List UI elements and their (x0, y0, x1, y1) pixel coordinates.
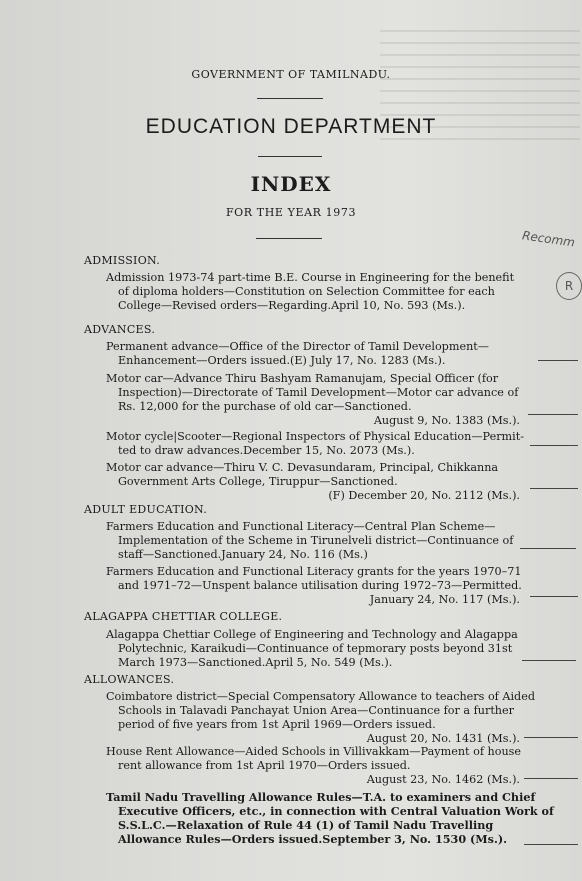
section-heading: ALLOWANCES. (84, 673, 175, 686)
margin-tick-mark (522, 660, 576, 661)
margin-tick-mark (524, 844, 578, 845)
index-entry: Tamil Nadu Travelling Allowance Rules—T.A. to examiners and Chief Executive Officers, etc., in connection with Central Valuation Work of S.S.L.C.—Relaxation of Rule 44 (1) of Tamil Nadu Travelling Allowance Rules—Orders issued.September 3, No. 1530 (Ms.). (106, 790, 554, 846)
margin-tick-mark (530, 488, 578, 489)
index-entry: Alagappa Chettiar College of Engineering and Technology and Alagappa Polytechnic, Karaikudi—Continuance of tepmorary posts beyond 31st March 1973—Sanctioned.April 5, No. 549 (Ms.). (106, 628, 518, 669)
divider (257, 98, 323, 99)
margin-tick-mark (528, 414, 578, 415)
index-entry: Farmers Education and Functional Literacy grants for the years 1970–71 and 1971–72—Unspent balance utilisation during 1972–73—Permitted. January 24, No. 117 (Ms.). (106, 565, 522, 606)
margin-tick-mark (524, 737, 578, 738)
index-entry: Motor cycle|Scooter—Regional Inspectors of Physical Education—Permit- ted to draw advances.December 15, No. 2073 (Ms.). (106, 430, 525, 457)
index-title: INDEX (250, 172, 332, 196)
margin-tick-mark (520, 548, 576, 549)
department-title: EDUCATION DEPARTMENT (145, 115, 437, 138)
section-heading: ADULT EDUCATION. (84, 503, 208, 516)
index-entry: Coimbatore district—Special Compensatory Allowance to teachers of Aided Schools in Talavadi Panchayat Union Area—Continuance for a further period of five years from 1st April 1969—Orders issued. August 20, No. 1431 (Ms.). (106, 690, 535, 745)
index-entry: Farmers Education and Functional Literacy—Central Plan Scheme— Implementation of the Scheme in Tirunelveli district—Continuance of staff—Sanctioned.January 24, No. 116 (Ms.) (106, 520, 514, 561)
index-entry: Permanent advance—Office of the Director of Tamil Development— Enhancement—Orders issued.(E) July 17, No. 1283 (Ms.). (106, 340, 489, 367)
margin-tick-mark (524, 778, 578, 779)
index-entry: Motor car advance—Thiru V. C. Devasundaram, Principal, Chikkanna Government Arts College, Tiruppur—Sanctioned. (F) December 20, No. 2112 (Ms.). (106, 461, 520, 502)
divider (256, 238, 322, 239)
margin-tick-mark (530, 445, 578, 446)
handwritten-circled-mark: R (556, 272, 582, 300)
index-entry: Motor car—Advance Thiru Bashyam Ramanujam, Special Officer (for Inspection)—Directorate of Tamil Development—Motor car advance of Rs. 12,000 for the purchase of old car—Sanctioned. August 9, No. 1383 (Ms.). (106, 372, 520, 427)
section-heading: ADMISSION. (84, 254, 161, 267)
year-label: FOR THE YEAR 1973 (225, 206, 357, 219)
section-heading: ALAGAPPA CHETTIAR COLLEGE. (84, 610, 283, 623)
index-entry: House Rent Allowance—Aided Schools in Villivakkam—Payment of house rent allowance from 1st April 1970—Orders issued. August 23, No. 1462 (Ms.). (106, 745, 522, 786)
index-entry: Admission 1973-74 part-time B.E. Course in Engineering for the benefit of diploma holders—Constitution on Selection Committee for each College—Revised orders—Regarding.April 10, No. 593 (Ms.). (106, 271, 515, 312)
margin-tick-mark (538, 360, 578, 361)
government-heading: GOVERNMENT OF TAMILNADU. (191, 68, 391, 81)
section-heading: ADVANCES. (84, 323, 156, 336)
divider (258, 156, 322, 157)
margin-tick-mark (530, 596, 578, 597)
handwritten-note: Recomm (521, 228, 576, 250)
